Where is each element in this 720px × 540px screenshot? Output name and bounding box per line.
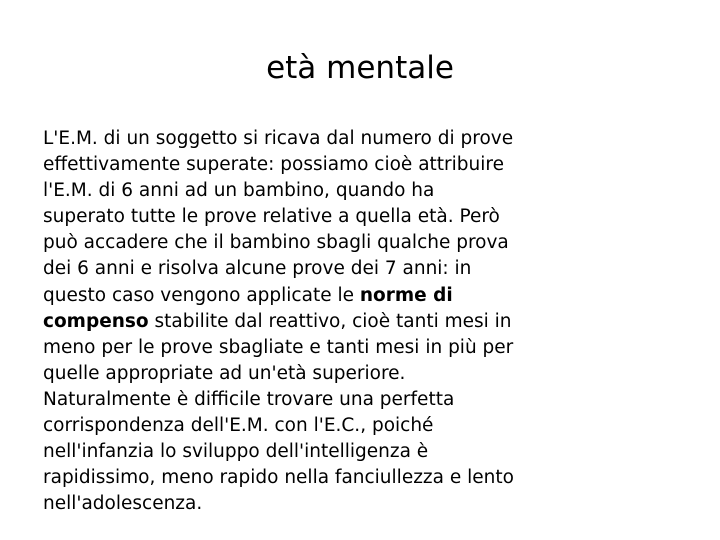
text-line: corrispondenza dell'E.M. con l'E.C., poiché bbox=[43, 415, 434, 437]
bold-term: norme di bbox=[359, 284, 453, 306]
text-line: Naturalmente è difficile trovare una perfetta bbox=[43, 388, 455, 410]
slide-body bbox=[43, 126, 643, 517]
text-line: L'E.M. di un soggetto si ricava dal numero di prove bbox=[43, 128, 514, 149]
paragraph-correspondence bbox=[43, 387, 643, 517]
text-line bbox=[43, 309, 643, 335]
bold-term: compenso bbox=[43, 310, 149, 332]
text-line: nell'infanzia lo sviluppo dell'intelligenza è bbox=[43, 441, 429, 463]
text-line: nell'adolescenza. bbox=[43, 493, 203, 515]
text-segment: questo caso vengono applicate le bbox=[43, 284, 360, 306]
text-line bbox=[43, 283, 643, 309]
text-line: meno per le prove sbagliate e tanti mesi in più per bbox=[43, 336, 514, 358]
slide-title: età mentale bbox=[266, 50, 454, 86]
text-line: dei 6 anni e risolva alcune prove dei 7 anni: in bbox=[43, 258, 472, 280]
text-segment: stabilite dal reattivo, cioè tanti mesi in bbox=[148, 310, 512, 332]
text-line: rapidissimo, meno rapido nella fanciullezza e lento bbox=[43, 467, 514, 489]
text-line: superato tutte le prove relative a quella età. Però bbox=[43, 206, 500, 228]
paragraph-age-definition bbox=[43, 126, 643, 387]
text-line: l'E.M. di 6 anni ad un bambino, quando ha bbox=[43, 180, 435, 202]
text-line: effettivamente superate: possiamo cioè attribuire bbox=[43, 154, 504, 176]
text-line: può accadere che il bambino sbagli qualche prova bbox=[43, 232, 509, 254]
text-line: quelle appropriate ad un'età superiore. bbox=[43, 362, 406, 384]
